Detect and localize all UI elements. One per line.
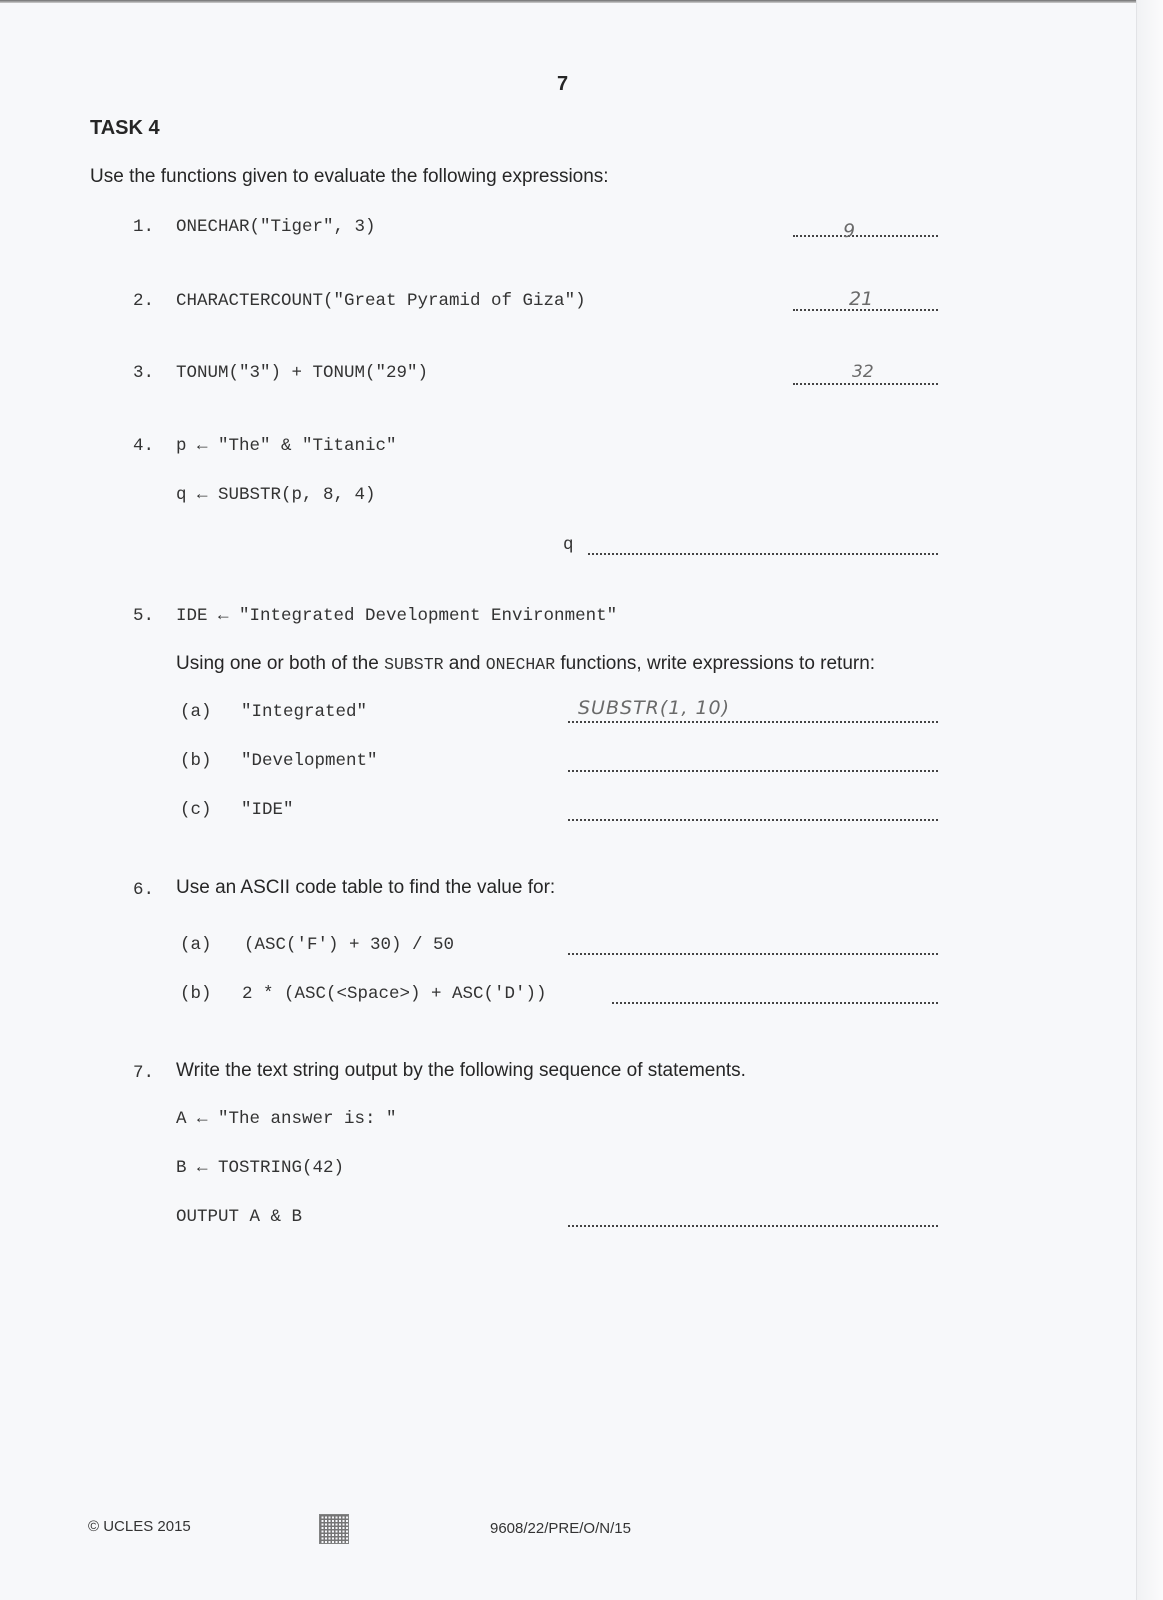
q4-line-2: q ← SUBSTR(p, 8, 4) — [176, 485, 376, 505]
q4-answer-line[interactable] — [588, 553, 938, 555]
q7-answer-line[interactable] — [568, 1225, 938, 1227]
q5-instruction-mid: and — [448, 653, 481, 674]
q3-expression: TONUM("3") + TONUM("29") — [176, 363, 429, 383]
q1-expression: ONECHAR("Tiger", 3) — [176, 217, 376, 237]
q5-instruction-fn2: ONECHAR — [485, 655, 556, 674]
barcode-icon — [319, 1514, 349, 1544]
q7-instruction: Write the text string output by the following sequence of statements. — [176, 1060, 746, 1081]
q5-number: 5. — [133, 606, 155, 626]
scan-right-edge — [1136, 0, 1163, 1600]
q7-line-1: A ← "The answer is: " — [176, 1109, 397, 1129]
q3-answer-line[interactable] — [793, 383, 938, 385]
q5b-answer-line[interactable] — [568, 770, 938, 772]
q5b-text: "Development" — [241, 751, 378, 771]
q5c-label: (c) — [180, 800, 212, 820]
q2-number: 2. — [133, 291, 155, 311]
q6a-label: (a) — [180, 935, 212, 955]
q5b-label: (b) — [180, 751, 212, 771]
q7-number: 7. — [133, 1063, 155, 1083]
task-title: TASK 4 — [90, 117, 160, 139]
q5a-answer-line[interactable] — [568, 721, 938, 723]
q5a-handwritten-answer: SUBSTR(1, 10) — [578, 697, 731, 719]
q4-number: 4. — [133, 436, 155, 456]
q5-instruction-post: functions, write expressions to return: — [560, 653, 876, 674]
q2-handwritten-answer: 21 — [849, 288, 874, 310]
q5c-answer-line[interactable] — [568, 819, 938, 821]
q7-line-2: B ← TOSTRING(42) — [176, 1158, 345, 1178]
q6b-answer-line[interactable] — [612, 1002, 938, 1004]
q6a-answer-line[interactable] — [568, 953, 938, 955]
q5-instruction — [176, 653, 875, 675]
q6b-label: (b) — [180, 984, 212, 1004]
q5-instruction-fn1: SUBSTR — [384, 655, 444, 674]
q5c-text: "IDE" — [241, 800, 294, 820]
q3-number: 3. — [133, 363, 155, 383]
footer-copyright: © UCLES 2015 — [88, 1518, 191, 1535]
q5a-label: (a) — [180, 702, 212, 722]
q5-instruction-pre: Using one or both of the — [176, 653, 379, 674]
q1-answer-line[interactable] — [793, 235, 938, 237]
q5-line-1: IDE ← "Integrated Development Environment" — [176, 606, 618, 626]
page-number: 7 — [557, 73, 569, 95]
q7-line-3: OUTPUT A & B — [176, 1207, 303, 1227]
q6-instruction: Use an ASCII code table to find the value for: — [176, 877, 556, 898]
task-intro: Use the functions given to evaluate the following expressions: — [90, 166, 609, 187]
q4-line-1: p ← "The" & "Titanic" — [176, 436, 397, 456]
q4-answer-label: q — [563, 535, 574, 555]
scan-top-edge — [0, 0, 1163, 3]
q1-number: 1. — [133, 217, 155, 237]
q1-handwritten-answer: 9 — [843, 220, 856, 242]
footer-code: 9608/22/PRE/O/N/15 — [490, 1520, 631, 1537]
q6b-text: 2 * (ASC(<Space>) + ASC('D')) — [242, 984, 547, 1004]
q5a-text: "Integrated" — [241, 702, 368, 722]
q6-number: 6. — [133, 880, 155, 900]
q3-handwritten-answer: 32 — [852, 362, 874, 382]
q6a-text: (ASC('F') + 30) / 50 — [244, 935, 455, 955]
q2-expression: CHARACTERCOUNT("Great Pyramid of Giza") — [176, 291, 586, 311]
